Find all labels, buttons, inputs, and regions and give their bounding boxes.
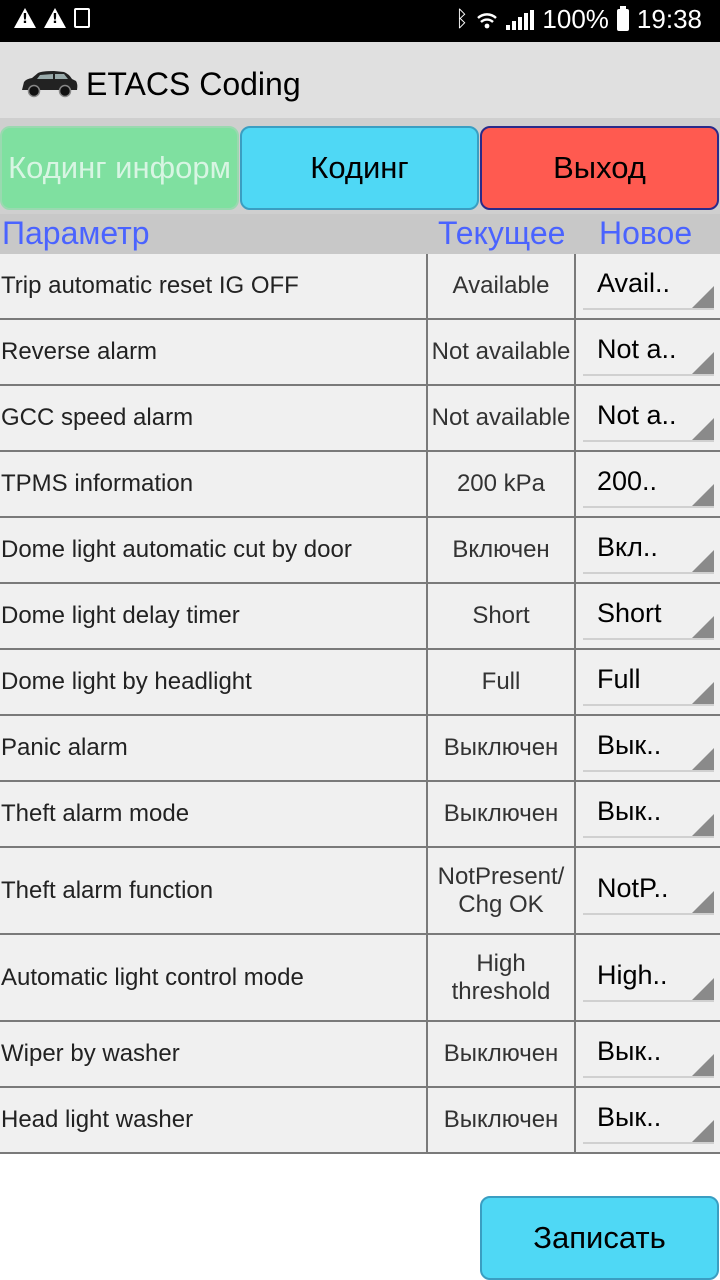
- new-value-select[interactable]: [583, 660, 714, 706]
- car-icon: [20, 70, 78, 98]
- new-value: Not a..: [597, 334, 677, 364]
- current-value: Выключен: [428, 1088, 576, 1152]
- new-value: Not a..: [597, 400, 677, 430]
- current-value: Выключен: [428, 1022, 576, 1086]
- dropdown-arrow-icon: [692, 978, 714, 1000]
- new-value-select[interactable]: [583, 792, 714, 838]
- battery-icon: [617, 9, 629, 31]
- dropdown-arrow-icon: [692, 891, 714, 913]
- dropdown-arrow-icon: [692, 352, 714, 374]
- table-row: [0, 320, 720, 386]
- new-value: Short: [597, 598, 662, 628]
- new-value: NotP..: [597, 872, 669, 903]
- table-row: [0, 386, 720, 452]
- new-value-select[interactable]: [583, 869, 714, 915]
- new-value-select[interactable]: [583, 1098, 714, 1144]
- table-row: [0, 518, 720, 584]
- new-value: High..: [597, 959, 668, 990]
- battery-percent: 100%: [542, 4, 609, 34]
- param-label: Trip automatic reset IG OFF: [0, 254, 428, 318]
- table-row: [0, 782, 720, 848]
- new-value-select[interactable]: [583, 462, 714, 508]
- param-label: Dome light delay timer: [0, 584, 428, 648]
- new-value-select[interactable]: [583, 594, 714, 640]
- current-value: Выключен: [428, 782, 576, 846]
- new-value-select[interactable]: [583, 330, 714, 376]
- current-value: Not available: [428, 386, 576, 450]
- param-label: Theft alarm mode: [0, 782, 428, 846]
- new-value-select[interactable]: [583, 1032, 714, 1078]
- current-value: Выключен: [428, 716, 576, 780]
- current-value: 200 kPa: [428, 452, 576, 516]
- new-value-select[interactable]: [583, 264, 714, 310]
- table-row: [0, 584, 720, 650]
- coding-button[interactable]: Кодинг: [240, 126, 479, 210]
- table-row: [0, 1088, 720, 1154]
- current-value: Not available: [428, 320, 576, 384]
- param-label: Head light washer: [0, 1088, 428, 1152]
- dropdown-arrow-icon: [692, 484, 714, 506]
- param-label: Automatic light control mode: [0, 935, 428, 1020]
- table-row: [0, 650, 720, 716]
- param-label: Dome light automatic cut by door: [0, 518, 428, 582]
- current-value: Включен: [428, 518, 576, 582]
- warning-icon: [14, 8, 36, 28]
- param-label: Wiper by washer: [0, 1022, 428, 1086]
- dropdown-arrow-icon: [692, 616, 714, 638]
- current-value: Short: [428, 584, 576, 648]
- param-label: GCC speed alarm: [0, 386, 428, 450]
- dropdown-arrow-icon: [692, 550, 714, 572]
- coding-info-button[interactable]: Кодинг информ: [0, 126, 239, 210]
- new-value: Вык..: [597, 796, 662, 826]
- param-label: Panic alarm: [0, 716, 428, 780]
- new-value-select[interactable]: [583, 528, 714, 574]
- dropdown-arrow-icon: [692, 814, 714, 836]
- table-row: [0, 452, 720, 518]
- warning-icon: [44, 8, 66, 28]
- dropdown-arrow-icon: [692, 286, 714, 308]
- new-value: Вык..: [597, 1036, 662, 1066]
- clock: 19:38: [636, 4, 702, 34]
- param-label: Theft alarm function: [0, 848, 428, 933]
- header-current: Текущее: [438, 215, 566, 251]
- exit-button[interactable]: Выход: [480, 126, 719, 210]
- dropdown-arrow-icon: [692, 1120, 714, 1142]
- new-value-select[interactable]: [583, 956, 714, 1002]
- bluetooth-icon: ᛒ: [455, 7, 469, 32]
- dropdown-arrow-icon: [692, 1054, 714, 1076]
- sim-card-icon: [74, 8, 90, 28]
- param-label: Dome light by headlight: [0, 650, 428, 714]
- dropdown-arrow-icon: [692, 418, 714, 440]
- table-header: [0, 214, 720, 254]
- app-bar: [0, 42, 720, 118]
- write-button[interactable]: Записать: [480, 1196, 719, 1280]
- current-value: Available: [428, 254, 576, 318]
- new-value: Вкл..: [597, 532, 658, 562]
- current-value: Full: [428, 650, 576, 714]
- coding-table: [0, 254, 720, 1154]
- current-value: High threshold: [428, 935, 576, 1020]
- header-new: Новое: [599, 215, 693, 251]
- new-value-select[interactable]: [583, 726, 714, 772]
- header-param: Параметр: [2, 215, 150, 251]
- new-value: Вык..: [597, 1102, 662, 1132]
- new-value-select[interactable]: [583, 396, 714, 442]
- dropdown-arrow-icon: [692, 748, 714, 770]
- param-label: Reverse alarm: [0, 320, 428, 384]
- param-label: TPMS information: [0, 452, 428, 516]
- new-value: Avail..: [597, 268, 671, 298]
- new-value: Full: [597, 664, 641, 694]
- status-bar: [0, 0, 720, 42]
- table-row: [0, 848, 720, 935]
- table-row: [0, 1022, 720, 1088]
- table-row: [0, 935, 720, 1022]
- app-title: ETACS Coding: [86, 66, 301, 102]
- new-value: Вык..: [597, 730, 662, 760]
- signal-icon: [506, 10, 534, 30]
- table-row: [0, 716, 720, 782]
- current-value: NotPresent/ Chg OK: [428, 848, 576, 933]
- new-value: 200..: [597, 466, 658, 496]
- dropdown-arrow-icon: [692, 682, 714, 704]
- wifi-icon: [476, 9, 498, 31]
- table-row: [0, 254, 720, 320]
